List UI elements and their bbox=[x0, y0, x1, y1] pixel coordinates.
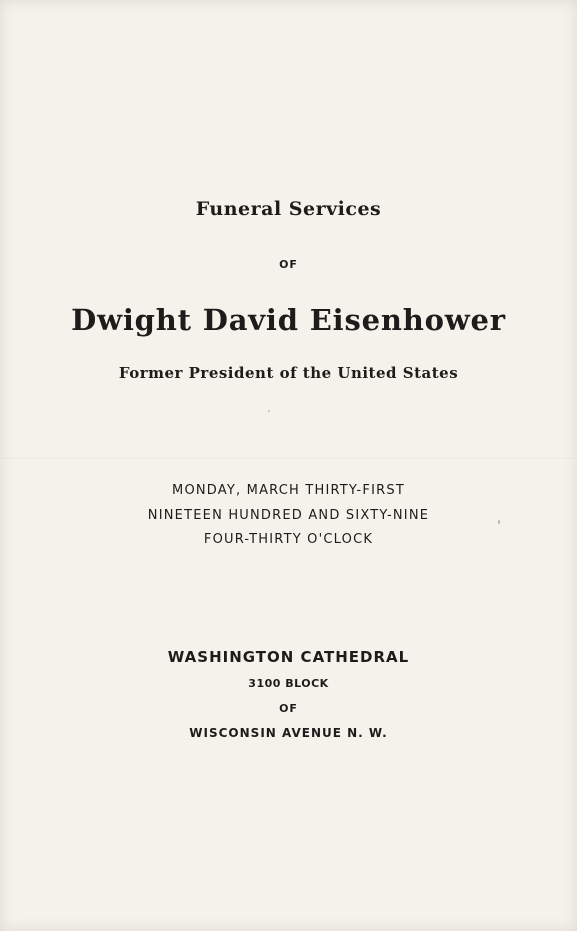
venue-of-label: OF bbox=[279, 702, 298, 715]
card-fold-line bbox=[0, 458, 577, 460]
service-time: FOUR-THIRTY O'CLOCK bbox=[203, 532, 374, 547]
venue-avenue: WISCONSIN AVENUE N. W. bbox=[189, 726, 388, 740]
of-label: OF bbox=[279, 258, 298, 271]
program-title: Funeral Services bbox=[195, 198, 382, 220]
paper-speck bbox=[268, 410, 270, 412]
paper-speck bbox=[498, 520, 500, 524]
service-year: NINETEEN HUNDRED AND SIXTY-NINE bbox=[147, 508, 430, 523]
venue-name: WASHINGTON CATHEDRAL bbox=[167, 648, 410, 666]
service-day: MONDAY, MARCH THIRTY-FIRST bbox=[172, 483, 405, 498]
honoree-subtitle: Former President of the United States bbox=[118, 364, 459, 382]
honoree-name: Dwight David Eisenhower bbox=[71, 303, 506, 337]
venue-block: 3100 BLOCK bbox=[248, 677, 329, 690]
